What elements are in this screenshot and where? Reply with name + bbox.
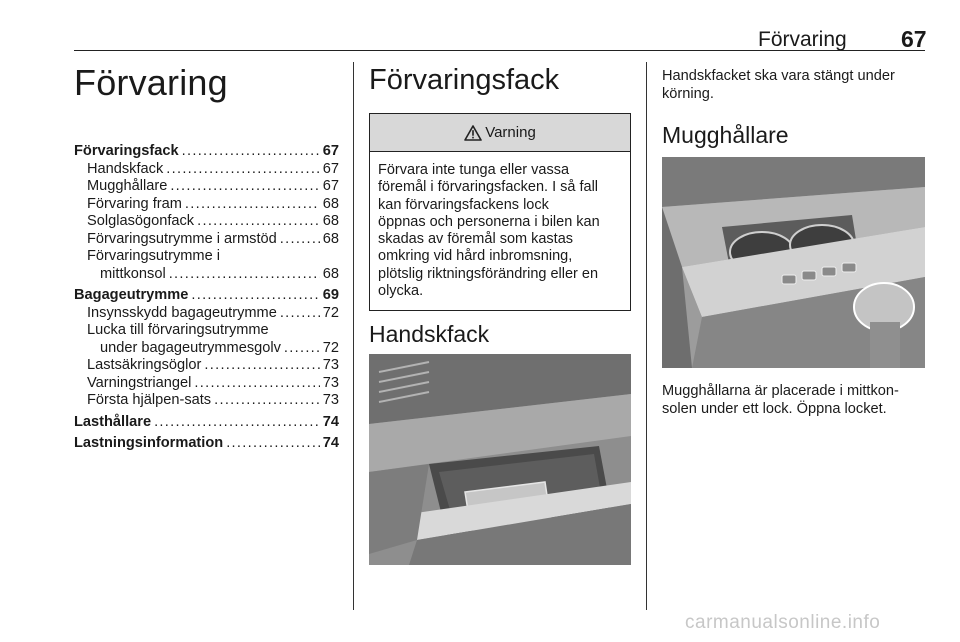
toc-label: under bagageutrymmesgolv [100,339,281,356]
toc-page: 68 [322,265,339,282]
toc-leader [154,414,320,432]
warning-line: plötslig riktningsförändring eller en [378,265,599,282]
text-line: Mugghållarna är placerade i mittkon- [662,383,899,399]
toc-entry-forvaring-fram[interactable] [74,196,339,214]
toc-page: 74 [322,435,339,451]
warning-line: kan förvaringsfackens lock [378,196,549,213]
toc-leader [185,196,320,214]
toc-page: 74 [322,413,339,430]
toc-label: Förvaringsutrymme i armstöd [87,230,277,247]
toc-entry-forsta-hjalpen[interactable] [74,392,339,410]
toc-entry-lasthallare[interactable] [74,414,339,432]
toc-entry-solglasogonfack[interactable] [74,213,339,231]
toc-page: 67 [322,143,339,159]
toc-leader [280,231,320,249]
toc-leader [284,340,320,358]
toc-entry-handskfack[interactable] [74,161,339,179]
warning-line: olycka. [378,283,424,300]
toc-leader [197,213,320,231]
toc-page: 73 [322,357,339,373]
cupholder-drawing [662,157,925,368]
warning-text [370,152,630,300]
toc-label: Lastningsinformation [74,435,224,451]
warning-heading [370,114,630,152]
toc-label: mittkonsol [100,265,166,282]
section-title: Förvaringsfack [369,64,560,96]
toc-entry-lastsakringsoglor[interactable] [74,357,339,375]
toc-entry-lucka[interactable] [74,340,339,358]
toc-label: Handskfack [87,160,164,177]
toc-leader [166,161,320,179]
toc-label: Mugghållare [87,178,168,194]
column-separator [646,62,647,610]
body-text-glovebox-closed [662,68,932,103]
toc-entry-lastningsinformation[interactable] [74,435,339,453]
toc-page: 67 [322,160,339,177]
toc-label: Bagageutrymme [74,287,189,303]
body-text-mugghallare [662,383,932,418]
toc-page: 73 [322,392,339,408]
toc-leader [191,287,319,305]
warning-line: Förvara inte tunga eller vassa [378,162,570,178]
toc-leader [194,375,319,393]
toc-label: Lasthållare [74,413,152,430]
table-of-contents [74,143,339,453]
toc-entry-varningstriangel[interactable] [74,375,339,393]
warning-triangle-icon [464,125,482,141]
warning-line: skadas av föremål som kastas [378,231,574,248]
toc-label: Solglasögonfack [87,213,195,229]
chapter-title: Förvaring [74,62,228,103]
toc-entry-lucka-line1[interactable]: Lucka till förvaringsutrymme [87,322,269,338]
toc-entry-mittkonsol[interactable] [74,266,339,284]
toc-page: 72 [322,339,339,356]
toc-label: Första hjälpen-sats [87,392,212,408]
toc-leader [182,143,320,161]
text-line: solen under ett lock. Öppna locket. [662,400,887,417]
toc-label: Förvaring fram [87,195,182,212]
column-separator [353,62,354,610]
toc-page: 68 [322,195,339,212]
text-line: Handskfacket ska vara stängt under [662,68,895,84]
toc-entry-forvaringsfack[interactable] [74,143,339,161]
glovebox-drawing [369,354,631,565]
toc-leader [204,357,319,375]
toc-page: 69 [322,287,339,303]
text-line: körning. [662,85,714,102]
toc-leader [226,435,320,453]
warning-box [369,113,631,311]
page-number: 67 [901,26,927,52]
toc-page: 68 [322,230,339,247]
toc-entry-insynsskydd[interactable] [74,305,339,323]
warning-line: öppnas och personerna i bilen kan [378,213,600,230]
toc-label: Lastsäkringsöglor [87,357,202,373]
toc-label: Varningstriangel [87,374,192,391]
toc-leader [214,392,320,410]
toc-leader [170,178,319,196]
toc-page: 73 [322,374,339,391]
toc-entry-bagageutrymme[interactable] [74,287,339,305]
toc-page: 67 [322,178,339,194]
toc-entry-armstod[interactable] [74,231,339,249]
watermark: carmanualsonline.info [685,612,881,633]
toc-page: 68 [322,213,339,229]
cupholder-illustration [662,157,925,368]
header-rule [74,50,925,51]
subsection-title-handskfack: Handskfack [369,321,490,347]
toc-leader [169,266,320,284]
toc-label: Förvaringsfack [74,143,179,159]
warning-heading-text: Varning [485,124,536,141]
toc-page: 72 [322,304,339,321]
toc-entry-mittkonsol-line1[interactable]: Förvaringsutrymme i [87,248,220,264]
warning-line: föremål i förvaringsfacken. I så fall [378,179,599,196]
toc-leader [280,305,320,323]
header-title: Förvaring [758,28,847,51]
subsection-title-mugghallare: Mugghållare [662,122,789,148]
warning-line: omkring vid hård inbromsning, [378,248,573,265]
glovebox-illustration [369,354,631,565]
toc-entry-mugghallare[interactable] [74,178,339,196]
toc-label: Insynsskydd bagageutrymme [87,304,277,321]
